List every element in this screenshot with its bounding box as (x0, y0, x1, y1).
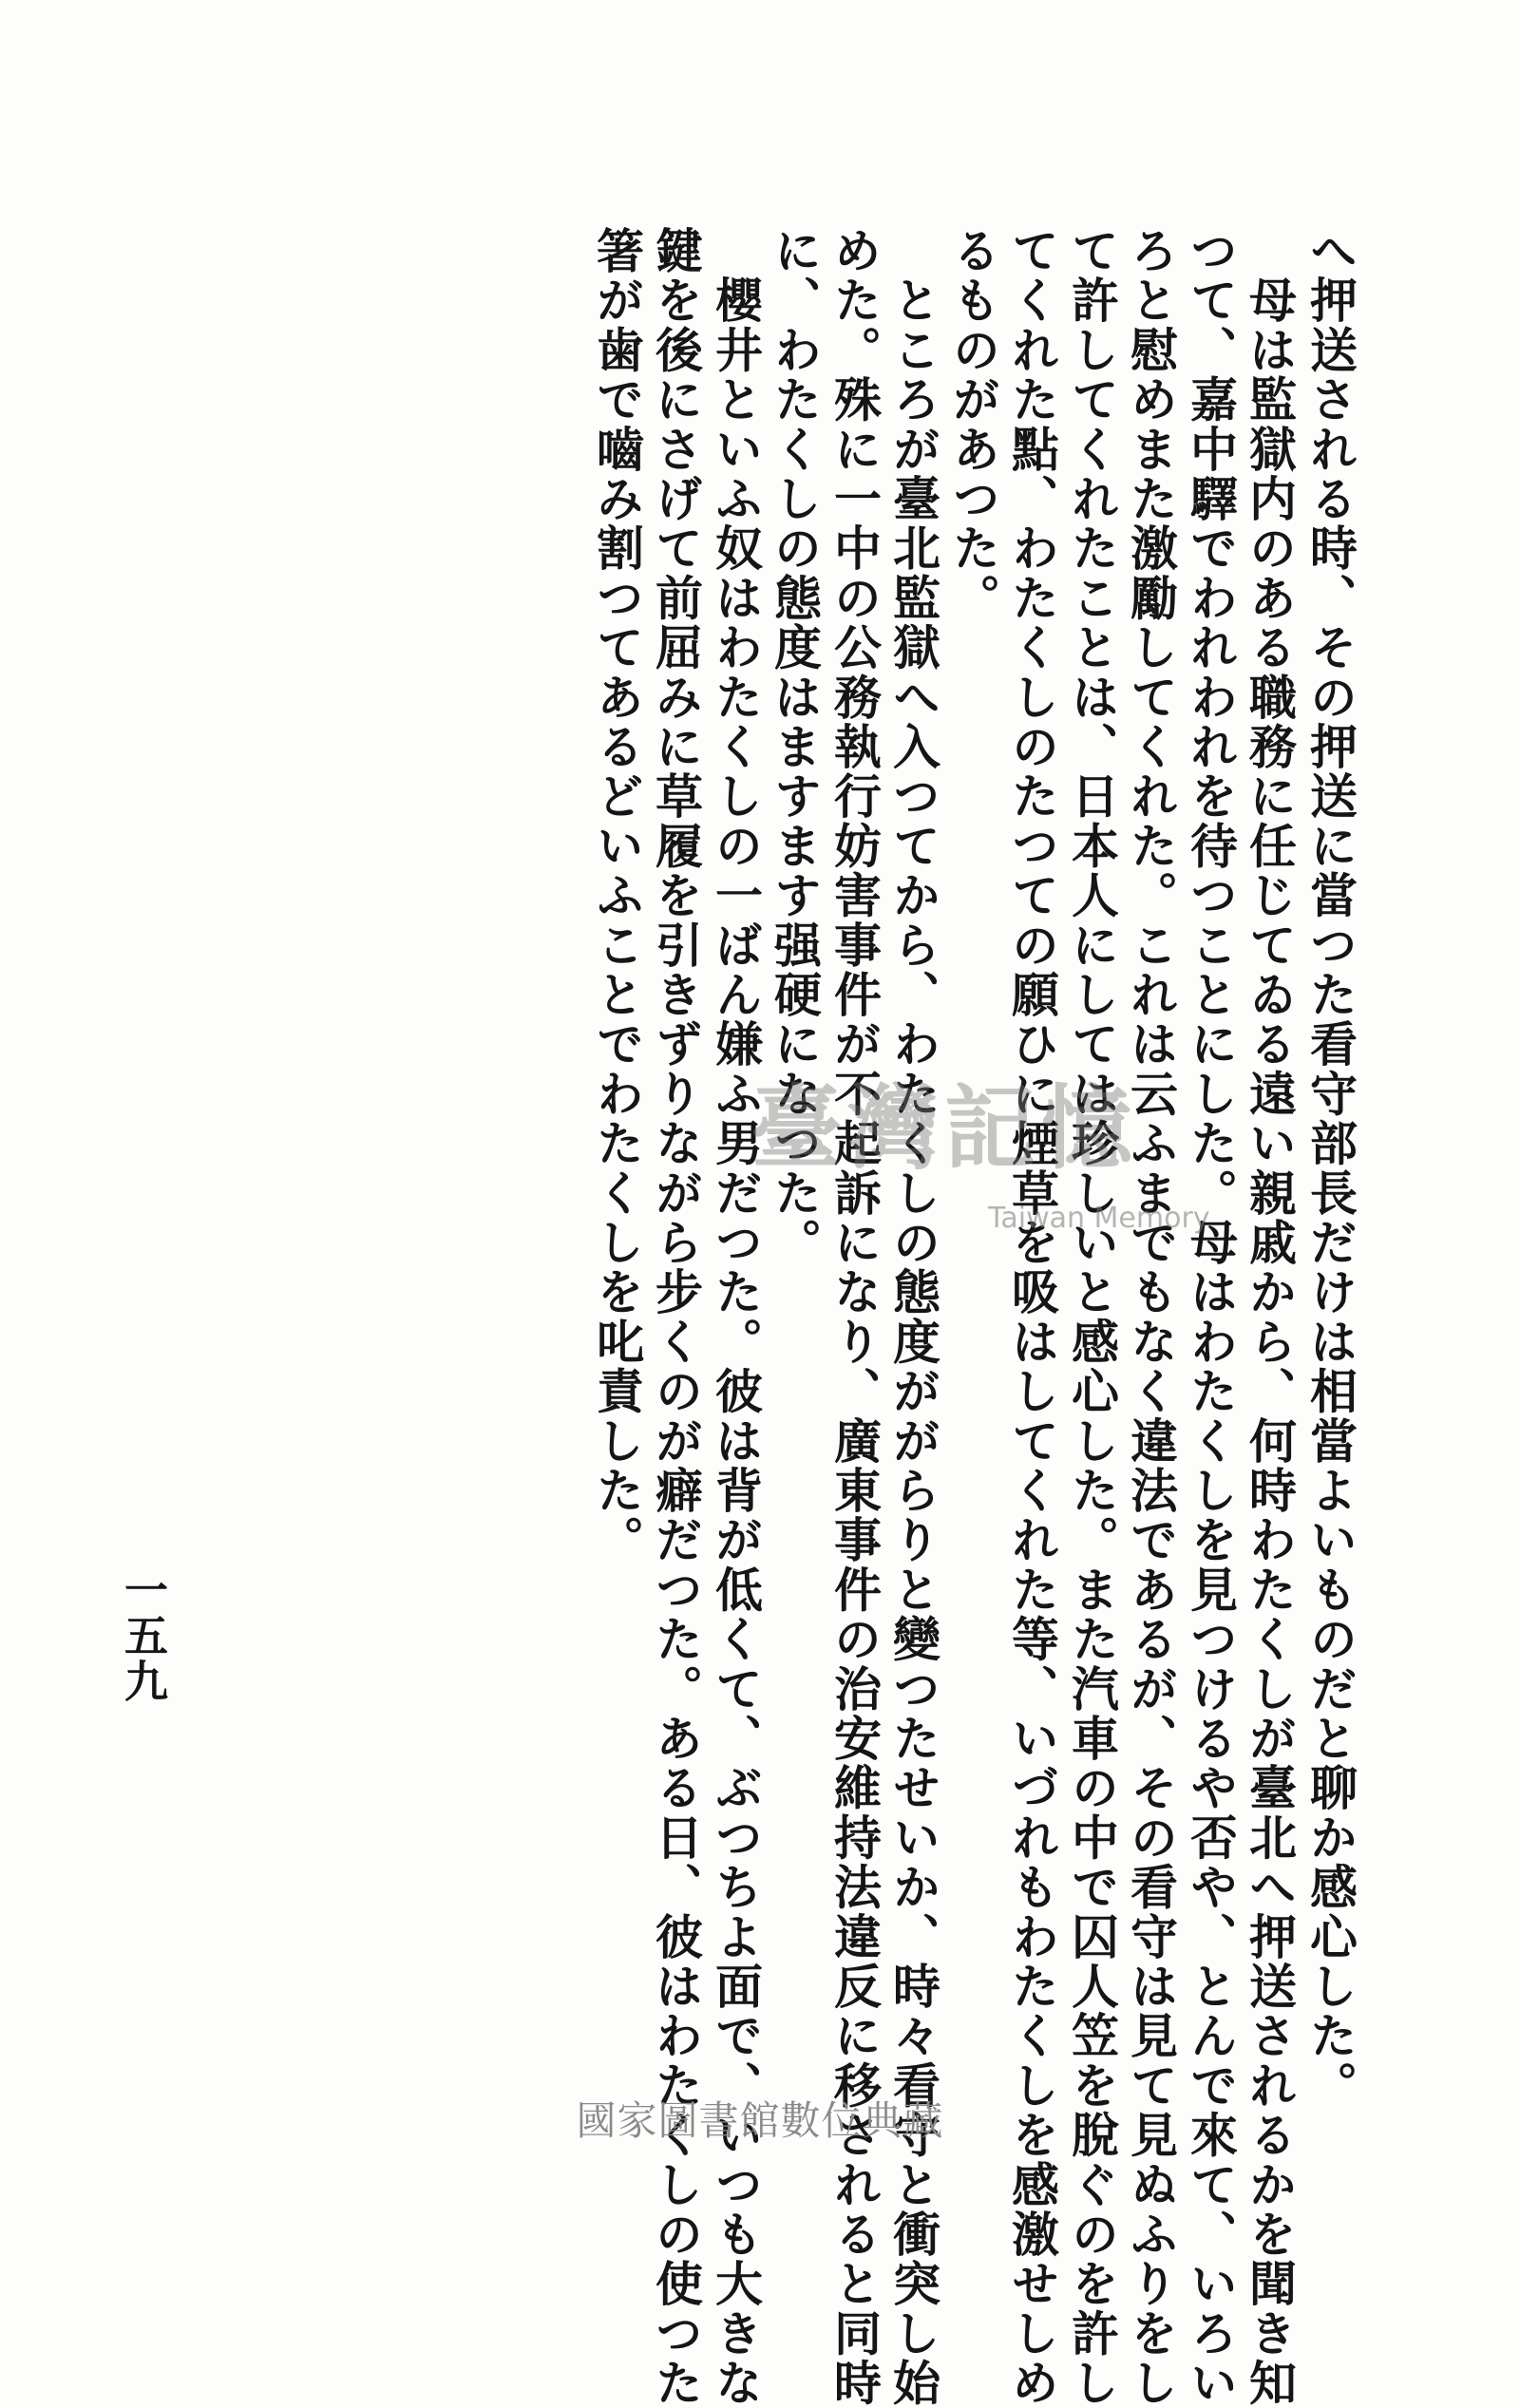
text-column-11: 櫻井といふ奴はわたくしの一ばん嫌ふ男だつた。彼は背が低くて、ぶつちよ面で、いつも大きな (708, 226, 764, 2408)
text-column-3: つて、嘉中驛でわれわれを待つことにした。母はわたくしを見つけるや否や、とんで來て、いろい (1183, 226, 1239, 2408)
watermark-text: 臺灣記憶 (750, 1074, 1138, 1182)
text-column-6: てくれた點、わたくしのたつての願ひに煙草を吸はしてくれた等、いづれもわたくしを感激せしめ (1004, 226, 1060, 2408)
text-column-5: て許してくれたことは、日本人にしては珍しいと感心した。また汽車の中で囚人笠を脫ぐのを許し (1064, 226, 1120, 2408)
text-column-12: 鍵を後にさげて前屈みに草履を引きずりながら步くのが癖だつた。ある日、彼はわたくしの使つた (648, 226, 704, 2408)
text-column-10: に、わたくしの態度はますます强硬になつた。 (767, 226, 823, 1268)
text-column-13: 箸が歯で嚙み割つてあるどいふことでわたくしを叱責した。 (589, 226, 645, 1565)
text-column-2: 母は監獄内のある職務に任じてゐる遠い親戚から、何時わたくしが臺北へ押送されるかを聞き知 (1242, 226, 1298, 2408)
text-column-8: ところが臺北監獄へ入つてから、わたくしの態度ががらりと變つたせいか、時々看守と衝突し始 (885, 226, 941, 2408)
text-column-9: めた。殊に一中の公務執行妨害事件が不起訴になり、廣東事件の治安維持法違反に移されると同時 (826, 226, 883, 2408)
text-column-4: ろと慰めまた激勵してくれた。これは云ふまでもなく違法であるが、その看守は見て見ぬふりをし (1123, 226, 1179, 2408)
watermark-subtext: Taiwan Memory (988, 1202, 1210, 1235)
text-column-1: へ押送される時、その押送に當つた看守部長だけは相當よいものだと聊か感心した。 (1302, 226, 1358, 2111)
page-number: 一五九 (118, 1567, 169, 1704)
footer-credit: 國家圖書館數位典藏 (576, 2097, 944, 2144)
text-column-7: るものがあつた。 (945, 226, 1001, 623)
